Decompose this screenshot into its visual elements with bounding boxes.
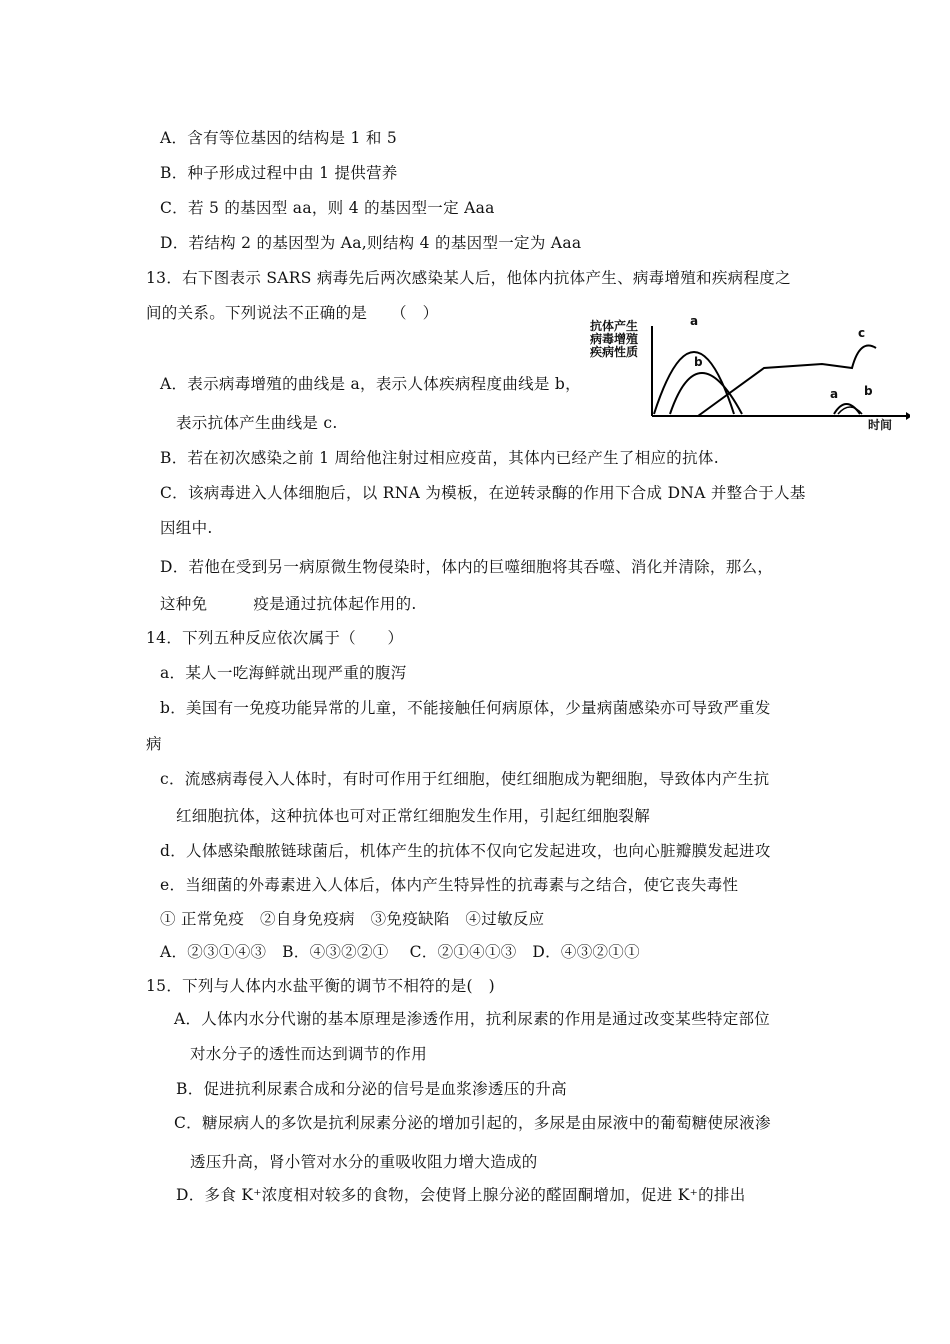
q15-option-a-line2: 对水分子的透性而达到调节的作用 [190, 1045, 428, 1063]
q13-option-a-line1: A．表示病毒增殖的曲线是 a，表示人体疾病程度曲线是 b， [160, 375, 581, 393]
q14-item-b-line1: b．美国有一免疫功能异常的儿童，不能接触任何病原体，少量病菌感染亦可导致严重发 [160, 699, 771, 717]
q13-option-a-line2: 表示抗体产生曲线是 c. [176, 414, 338, 432]
q12-option-b: B．种子形成过程中由 1 提供营养 [160, 164, 398, 182]
y-label-antibody: 抗体产生 [590, 319, 639, 333]
q13-option-c-line2: 因组中. [160, 519, 213, 537]
q15-option-c-line2: 透压升高，肾小管对水分的重吸收阻力增大造成的 [190, 1153, 538, 1171]
curve-label-b-second: b [864, 384, 873, 398]
q14-item-c-line1: c．流感病毒侵入人体时，有时可作用于红细胞，使红细胞成为靶细胞，导致体内产生抗 [160, 770, 770, 788]
q14-stem: 14．下列五种反应依次属于（ ） [146, 629, 404, 647]
q13-option-d-line2-part2: 疫是通过抗体起作用的. [253, 595, 417, 613]
q14-choices: A．②③①④③ B．④③②②① C．②①④①③ D．④③②①① [160, 943, 640, 961]
x-label-time: 时间 [868, 418, 893, 432]
curve-label-a: a [690, 314, 699, 328]
curve-label-b: b [694, 355, 703, 369]
q14-item-e: e．当细菌的外毒素进入人体后，体内产生特异性的抗毒素与之结合，使它丧失毒性 [160, 876, 739, 894]
y-label-virus: 病毒增殖 [590, 332, 639, 346]
q15-option-b: B．促进抗利尿素合成和分泌的信号是血浆渗透压的升高 [176, 1080, 567, 1098]
q12-option-d: D．若结构 2 的基因型为 Aa,则结构 4 的基因型一定为 Aaa [160, 234, 582, 252]
curve-label-a-second: a [830, 387, 839, 401]
y-label-disease: 疾病性质 [590, 345, 639, 359]
q14-immunity-types: ① 正常免疫 ②自身免疫病 ③免疫缺陷 ④过敏反应 [160, 910, 545, 928]
q14-item-b-line2: 病 [146, 735, 162, 753]
q13-option-d-line2-part1: 这种免 [160, 595, 208, 613]
q13-figure [590, 312, 910, 432]
x-axis-arrow [906, 412, 910, 420]
q13-option-c-line1: C．该病毒进入人体细胞后，以 RNA 为模板，在逆转录酶的作用下合成 DNA 并整合于人基 [160, 484, 806, 502]
q13-stem-line1: 13．右下图表示 SARS 病毒先后两次感染某人后，他体内抗体产生、病毒增殖和疾病程度之 [146, 269, 791, 287]
q12-option-c: C．若 5 的基因型 aa，则 4 的基因型一定 Aaa [160, 199, 495, 217]
q15-option-d: D．多食 K⁺浓度相对较多的食物，会使肾上腺分泌的醛固酮增加，促进 K⁺的排出 [176, 1186, 746, 1204]
q14-item-a: a．某人一吃海鲜就出现严重的腹泻 [160, 664, 407, 682]
q15-option-a-line1: A．人体内水分代谢的基本原理是渗透作用，抗利尿素的作用是通过改变某些特定部位 [174, 1010, 771, 1028]
q12-option-a: A．含有等位基因的结构是 1 和 5 [160, 129, 398, 147]
q14-item-d: d．人体感染酿脓链球菌后，机体产生的抗体不仅向它发起进攻，也向心脏瓣膜发起进攻 [160, 842, 771, 860]
q13-stem-line2: 间的关系。下列说法不正确的是 （ ） [146, 304, 439, 322]
q13-option-b: B．若在初次感染之前 1 周给他注射过相应疫苗，其体内已经产生了相应的抗体. [160, 449, 719, 467]
curve-label-c: c [858, 326, 866, 340]
q15-option-c-line1: C．糖尿病人的多饮是抗利尿素分泌的增加引起的，多尿是由尿液中的葡萄糖使尿液渗 [174, 1114, 771, 1132]
q13-option-d-line1: D．若他在受到另一病原微生物侵染时，体内的巨噬细胞将其吞噬、消化并清除，那么， [160, 558, 774, 576]
q14-item-c-line2: 红细胞抗体，这种抗体也可对正常红细胞发生作用，引起红细胞裂解 [176, 807, 651, 825]
q13-option-d-line2 [160, 594, 417, 614]
q15-stem: 15．下列与人体内水盐平衡的调节不相符的是( ) [146, 977, 496, 995]
